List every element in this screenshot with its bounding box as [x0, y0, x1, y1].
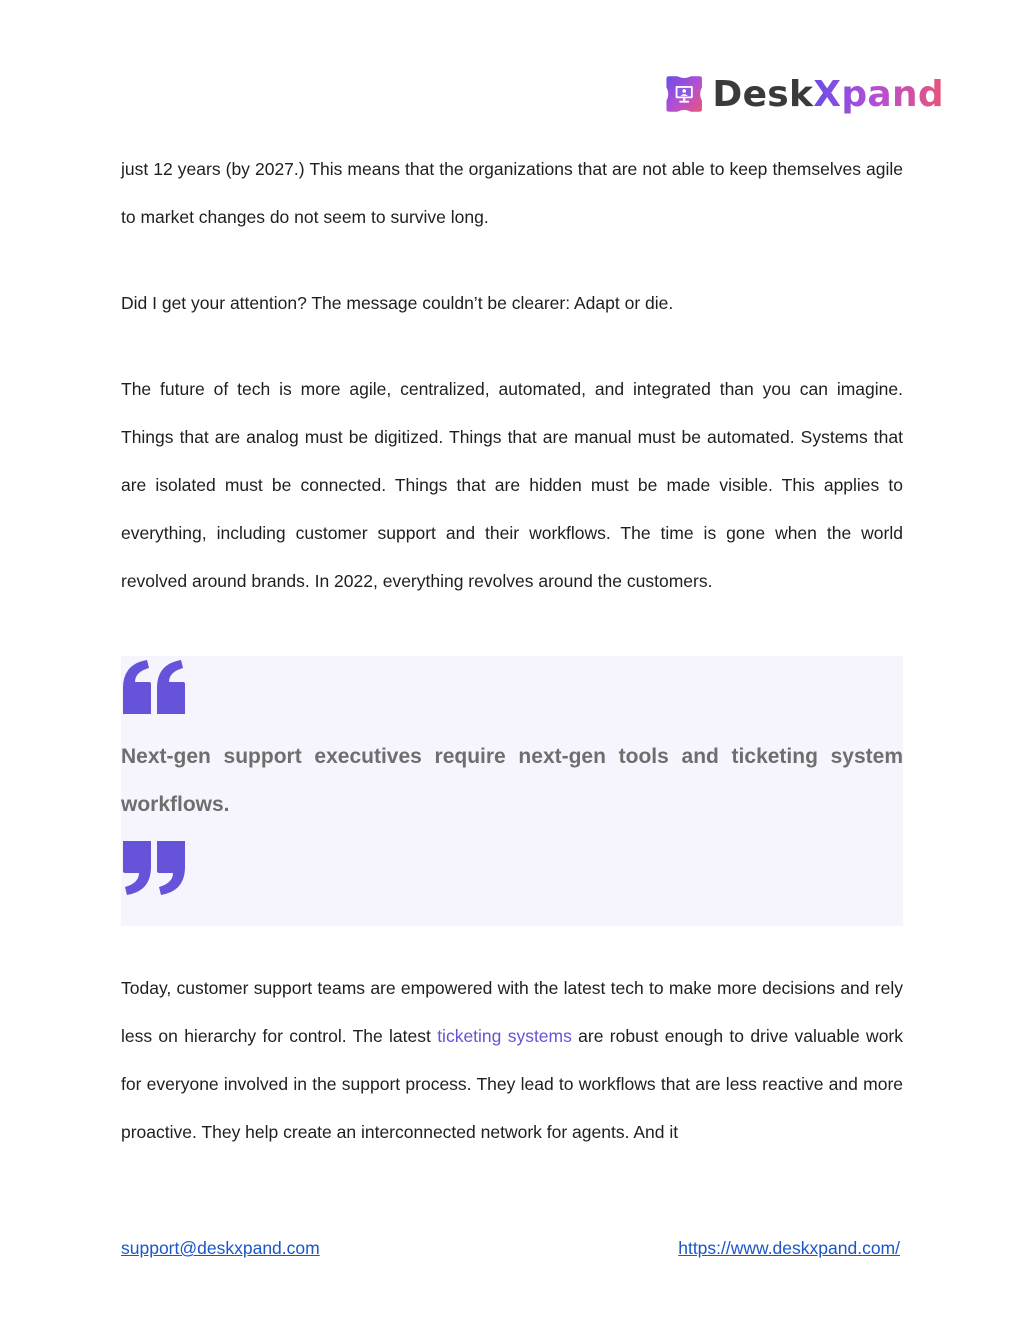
paragraph-4 [121, 964, 903, 1156]
document-body-continued [121, 964, 903, 1156]
paragraph-3: The future of tech is more agile, centralized, automated, and integrated than you can imagine. Things that are analog must be digitized. Things that are manual must be automated. Systems that are isolated must be connected. Things that are hidden must be made visible. This applies to everything, including customer support and their workflows. The time is gone when the world revolved around brands. In 2022, everything revolves around the customers. [121, 379, 903, 591]
paragraph-1: just 12 years (by 2027.) This means that the organizations that are not able to keep themselves agile to market changes do not seem to survive long. [121, 159, 903, 227]
website-link[interactable]: https://www.deskxpand.com/ [678, 1238, 900, 1258]
quote-text: Next-gen support executives require next-gen tools and ticketing system workflows. [121, 745, 903, 816]
paragraph-2: Did I get your attention? The message couldn’t be clearer: Adapt or die. [121, 293, 674, 313]
brand-wordmark [712, 74, 944, 115]
support-email-link[interactable]: support@deskxpand.com [121, 1238, 320, 1258]
paragraph-4-text-start: Today, customer support teams are empowered with the latest tech to make more decisions and rely less on hierarchy for control. The latest [121, 978, 903, 1046]
monitor-user-icon [664, 61, 704, 127]
pull-quote [121, 656, 903, 926]
brand-name-xpand: Xpand [813, 73, 944, 115]
close-quote-icon [121, 839, 187, 897]
ticketing-systems-link[interactable]: ticketing systems [437, 1026, 572, 1046]
open-quote-icon [121, 658, 187, 716]
brand-name-desk: Desk [712, 73, 814, 115]
brand-logo [664, 60, 944, 128]
document-body [121, 145, 903, 605]
paragraph-4-text-end: are robust enough to drive valuable work for everyone involved in the support process. They lead to workflows that are less reactive and more proactive. They help create an interconnected network for agents. And it [121, 1026, 904, 1142]
